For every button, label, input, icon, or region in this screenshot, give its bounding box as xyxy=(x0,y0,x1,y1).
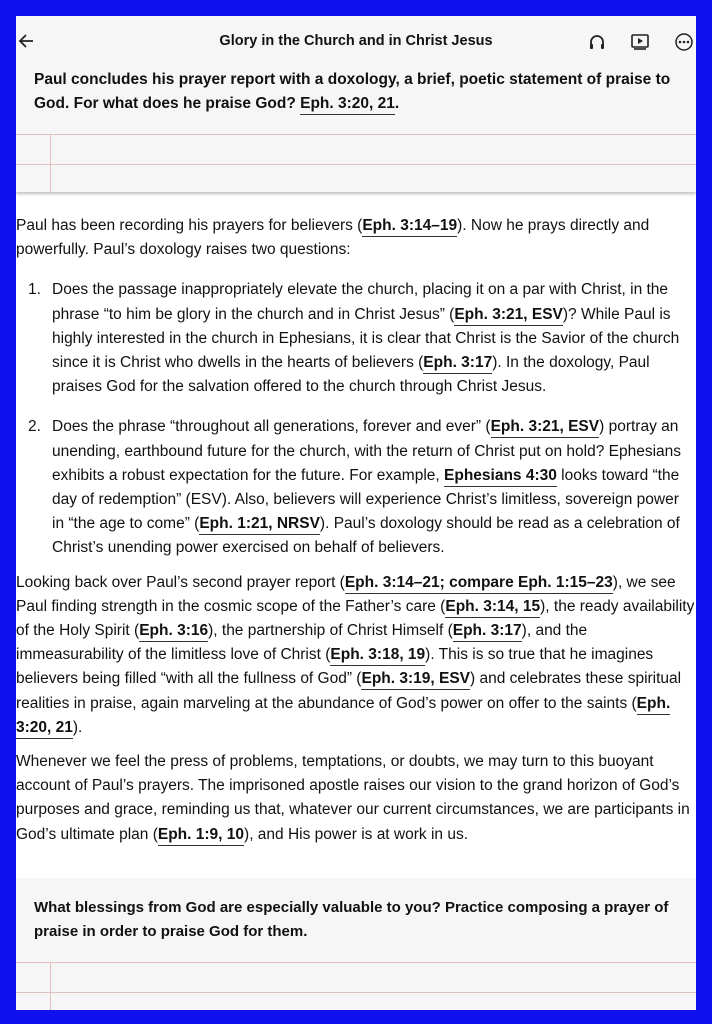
scripture-link[interactable]: Eph. 3:21, ESV xyxy=(454,306,563,326)
app-header xyxy=(16,16,696,68)
scripture-link[interactable]: Eph. 3:17 xyxy=(423,354,492,374)
question-text-1 xyxy=(16,68,696,116)
paragraph-intro: Paul has been recording his prayers for believers (Eph. 3:14–19). Now he prays directly and powerfully. Paul’s doxology raises two questions: xyxy=(16,217,650,259)
scripture-link[interactable]: Eph. 3:16 xyxy=(139,622,208,642)
play-video-icon[interactable] xyxy=(629,31,651,53)
more-options-icon[interactable] xyxy=(673,31,695,53)
scripture-link[interactable]: Eph. 1:21, NRSV xyxy=(199,515,320,535)
paragraph-summary: Looking back over Paul’s second prayer report (Eph. 3:14–21; compare Eph. 1:15–23), we see Paul finding strength in the cosmic scope of the Father’s care (Eph. 3:14, 15), the ready availability of the Holy Spirit (Eph. 3:16), the partnership of Christ Himself (Eph. 3:17), and the immeasurability of the limitless love of Christ (Eph. 3:18, 19). This is so true that he imagines believers being filled “with all the fullness of God” (Eph. 3:19, ESV) and celebrates these spiritual realities in praise, again marveling at the abundance of God’s power on offer to the saints (Eph. 3:20, 21). xyxy=(16,571,696,740)
scripture-link[interactable]: Eph. 3:17 xyxy=(453,622,522,642)
paragraph-closing: Whenever we feel the press of problems, temptations, or doubts, we may turn to this buoyant account of Paul’s prayers. The imprisoned apostle raises our vision to the grand horizon of God’s purposes and grace, reminding us that, whatever our current circumstances, we are participants in God’s ultimate plan (Eph. 1:9, 10), and His power is at work in us. xyxy=(16,750,696,847)
reader-frame xyxy=(16,16,696,1010)
headphones-icon[interactable] xyxy=(586,31,608,53)
questions-list xyxy=(16,278,696,560)
scripture-link[interactable]: Eph. 3:21, ESV xyxy=(491,418,600,438)
question-box-2 xyxy=(16,878,696,1010)
answer-lines-2[interactable] xyxy=(16,962,696,1010)
scripture-link[interactable]: Eph. 3:19, ESV xyxy=(361,670,470,690)
list-item: 1. Does the passage inappropriately elevate the church, placing it on a par with Christ, in the phrase “to him be glory in the church and in Christ Jesus” (Eph. 3:21, ESV)? While Paul is highly interested in the church in Ephesians, it is clear that Christ is the Savior of the church since it is Christ who dwells in the hearts of believers (Eph. 3:17). In the doxology, Paul praises God for the salvation offered to the church through Christ Jesus. xyxy=(28,281,680,396)
scripture-link[interactable]: Ephesians 4:30 xyxy=(444,467,557,487)
scripture-link[interactable]: Eph. 3:14, 15 xyxy=(445,598,540,618)
question-text: Paul concludes his prayer report with a doxology, a brief, poetic statement of praise to God. For what does he praise God? xyxy=(34,71,671,112)
scripture-link[interactable]: Eph. 1:9, 10 xyxy=(158,826,244,846)
list-item: 2. Does the phrase “throughout all generations, forever and ever” (Eph. 3:21, ESV) portray an unending, earthbound future for the church, with the return of Christ put on hold? Ephesians exhibits a robust expectation for the future. For example, Ephesians 4:30 looks toward “the day of redemption” (ESV). Also, believers will experience Christ’s limitless, sovereign power in “the age to come” (Eph. 1:21, NRSV). Paul’s doxology should be read as a celebration of Christ’s unending power exercised on behalf of believers. xyxy=(28,418,682,557)
scripture-link[interactable]: Eph. 3:20, 21 xyxy=(300,95,395,115)
answer-lines-1[interactable] xyxy=(16,134,696,192)
lesson-content xyxy=(16,214,696,847)
question-box-1 xyxy=(16,16,696,192)
page-title: Glory in the Church and in Christ Jesus xyxy=(219,33,493,49)
scripture-link[interactable]: Eph. 3:20, 21 xyxy=(16,695,670,739)
question-text-2: What blessings from God are especially valuable to you? Practice composing a prayer of praise in order to praise God for them. xyxy=(34,899,669,940)
question-text-end: . xyxy=(394,95,400,112)
scripture-link[interactable]: Eph. 3:18, 19 xyxy=(330,646,425,666)
scripture-link[interactable]: Eph. 3:14–19 xyxy=(362,217,457,237)
scripture-link[interactable]: Eph. 3:14–21; compare Eph. 1:15–23 xyxy=(345,574,613,594)
